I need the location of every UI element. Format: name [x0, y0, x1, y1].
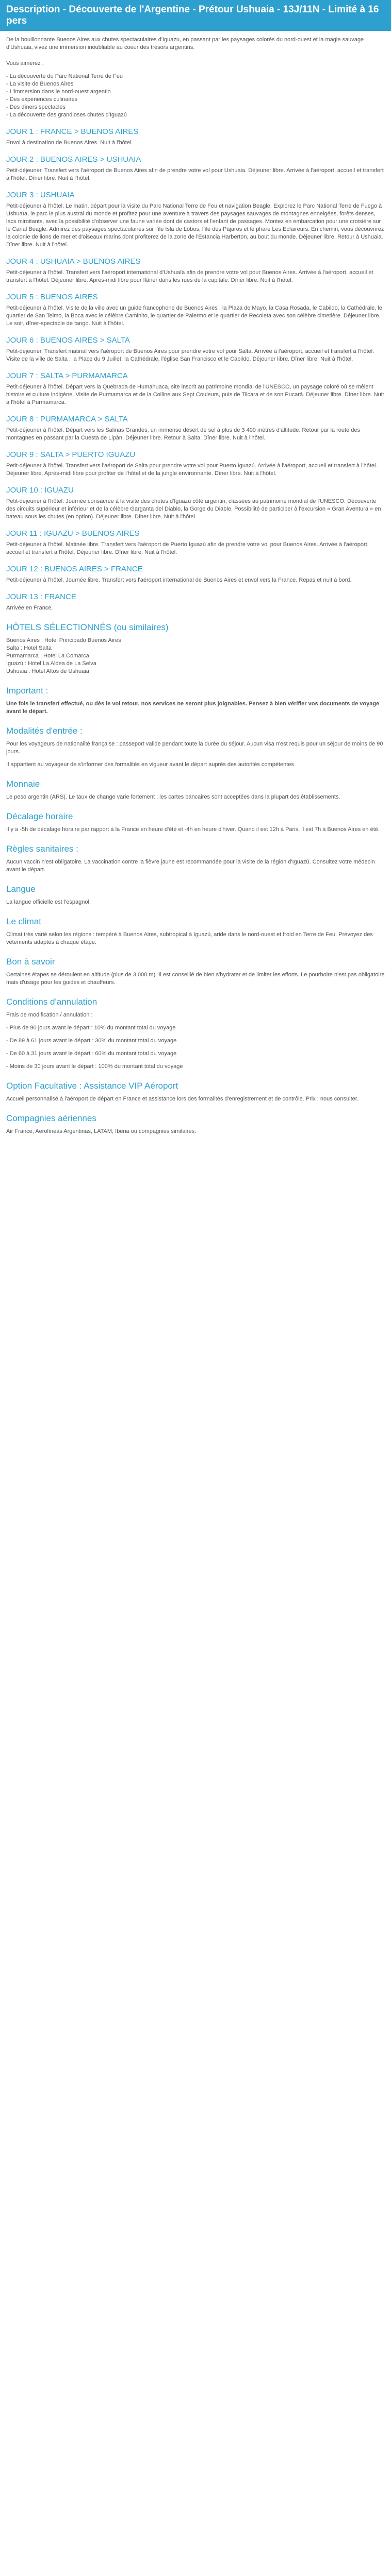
day-title: JOUR 13 : FRANCE	[6, 592, 76, 601]
highlight-item: - La visite de Buenos Aires	[6, 81, 74, 87]
section-text: - De 60 à 31 jours avant le départ : 60% du montant total du voyage	[6, 1050, 177, 1057]
day-title: JOUR 5 : BUENOS AIRES	[6, 293, 98, 301]
day-title: JOUR 8 : PURMAMARCA > SALTA	[6, 415, 128, 423]
section-text: Il appartient au voyageur de s'informer des formalités en vigueur avant le départ auprès des autorités compétentes.	[6, 761, 296, 768]
hotel-item: Salta : Hotel Salta	[6, 645, 52, 651]
highlight-item: - Des expériences culinaires	[6, 96, 78, 103]
hotels-section	[6, 622, 385, 675]
section-title-airlines: Compagnies aériennes	[6, 1113, 96, 1123]
section-text: Certaines étapes se déroulent en altitude (plus de 3 000 m). Il est conseillé de bien s'hydrater et de limiter les efforts. Le pourboire n'est pas obligatoire mais d'usage pour les guides et chauffeurs.	[6, 972, 385, 986]
itinerary	[6, 127, 385, 612]
section-title-health: Règles sanitaires :	[6, 844, 78, 854]
section-title-important: Important :	[6, 686, 48, 696]
section-text: Pour les voyageurs de nationalité française : passeport valide pendant toute la durée du séjour. Aucun visa n'est requis pour un séjour de moins de 90 jours.	[6, 741, 383, 755]
day-title: JOUR 1 : FRANCE > BUENOS AIRES	[6, 127, 139, 136]
section-title-tips: Bon à savoir	[6, 957, 55, 967]
section-text: Air France, Aerolíneas Argentinas, LATAM, Iberia ou compagnies similaires.	[6, 1128, 197, 1134]
section-title-vip-option: Option Facultative : Assistance VIP Aéroport	[6, 1081, 178, 1091]
day-text: Envol à destination de Buenos Aires. Nuit à l'hôtel.	[6, 140, 133, 146]
day-text: Petit-déjeuner à l'hôtel. Visite de la ville avec un guide francophone de Buenos Aires : la Plaza de Mayo, la Casa Rosada, le Cabildo, la Cathédrale, le quartier de San Telmo, la Boca avec le célèbre Caminito, le quartier de Palermo et le quartier de Recoleta avec son célèbre cimetière. Déjeuner libre. Le soir, dîner-spectacle de tango. Nuit à l'hôtel.	[6, 305, 382, 327]
page	[0, 0, 391, 1156]
section-text: - Moins de 30 jours avant le départ : 100% du montant total du voyage	[6, 1063, 183, 1070]
day-text: Petit-déjeuner à l'hôtel. Le matin, départ pour la visite du Parc National Terre de Feu et navigation Beagle. Explorez le Parc National Terre de Fuego à Ushuaïa, le parc le plus austral du monde et profitez pour une aventure à travers des paysages sauvages de montagnes enneigées, forêts denses, lacs miroitants, avec la possibilité d'observer une faune variée dont de castors et l'enfant de passages. Montez en embarcation pour une croisière sur le Canal Beagle. Admirez des paysages spectaculaires sur l'île Isla de Lobos, l'île des Pájaros et le phare Les Eclaireurs. En chemin, vous découvrirez la colonie de lions de mer et d'oiseaux marins dont profiterez de la zone de l'Estancia Harberton, au bout du monde. Déjeuner libre. Retour à Ushuaia. Dîner libre. Nuit à l'hôtel.	[6, 203, 384, 248]
day-text: Petit-déjeuner à l'hôtel. Départ vers les Salinas Grandes, un immense désert de sel à plus de 3 400 mètres d'altitude. Retour par la route des montagnes en passant par la Cuesta de Lipán. Déjeuner libre. Retour à Salta. Dîner libre. Nuit à l'hôtel.	[6, 427, 360, 441]
day-title: JOUR 3 : USHUAIA	[6, 191, 75, 199]
section-title-climate: Le climat	[6, 917, 42, 926]
hotel-item: Ushuaia : Hotel Altos de Ushuaia	[6, 668, 89, 674]
section-text: La langue officielle est l'espagnol.	[6, 899, 91, 905]
hotel-item: Buenos Aires : Hotel Principado Buenos Aires	[6, 637, 121, 643]
highlights-list	[6, 73, 385, 119]
hotel-item: Iguazú : Hotel La Aldea de La Selva	[6, 660, 96, 667]
day-text: Arrivée en France.	[6, 605, 53, 611]
day-title: JOUR 7 : SALTA > PURMAMARCA	[6, 371, 128, 380]
section-text: Une fois le transfert effectué, ou dès le vol retour, nos services ne seront plus joignables. Pensez à bien vérifier vos documents de voyage avant le départ.	[6, 701, 380, 715]
section-text: - De 89 à 61 jours avant le départ : 30% du montant total du voyage	[6, 1038, 177, 1044]
day-text: Petit-déjeuner à l'hôtel. Transfert vers l'aéroport de Salta pour prendre votre vol pour Puerto Iguazú. Arrivée à l'aéroport, accueil et transfert à l'hôtel. Déjeuner libre. Après-midi libre pour profiter de l'hôtel et de la jungle environnante. Dîner libre. Nuit à l'hôtel.	[6, 463, 378, 477]
hotel-item: Purmamarca : Hotel La Comarca	[6, 653, 89, 659]
intro-paragraph: De la bouillonnante Buenos Aires aux chutes spectaculaires d'Iguazu, en passant par les paysages colorés du nord-ouest et la magie sauvage d'Ushuaia, vivez une immersion inoubliable au coeur des trésors argentins.	[6, 37, 364, 50]
page-title-banner: Description - Découverte de l'Argentine - Prétour Ushuaia - 13J/11N - Limité à 16 pers	[0, 0, 391, 31]
day-title: JOUR 10 : IGUAZU	[6, 486, 74, 495]
section-title-language: Langue	[6, 884, 36, 894]
highlight-item: - L'immersion dans le nord-ouest argentin	[6, 89, 111, 95]
day-text: Petit-déjeuner à l'hôtel. Départ vers la Quebrada de Humahuaca, site inscrit au patrimoine mondial de l'UNESCO, un paysage coloré où se mêlent histoire et culture indigène. Visite de Purmamarca et de la Colline aux Sept Couleurs, puis de Tilcara et de son Pucará. Déjeuner libre. Dîner libre. Nuit à l'hôtel à Purmamarca.	[6, 384, 384, 405]
section-text: Accueil personnalisé à l'aéroport de départ en France et assistance lors des formalités d'enregistrement et de contrôle. Prix : nous consulter.	[6, 1096, 359, 1102]
day-text: Petit-déjeuner. Transfert matinal vers l'aéroport de Buenos Aires pour prendre votre vol pour Salta. Arrivée à l'aéroport, accueil et transfert à l'hôtel. Visite de la ville de Salta : la Place du 9 Juillet, la Cathédrale, l'église San Francisco et le Cabildo. Déjeuner libre. Dîner libre. Nuit à l'hôtel.	[6, 348, 374, 362]
info-sections	[6, 686, 385, 1136]
content	[0, 31, 391, 1156]
day-text: Petit-déjeuner. Transfert vers l'aéroport de Buenos Aires afin de prendre votre vol pour Ushuaia. Déjeuner libre. Arrivée à l'aéroport, accueil et transfert à l'hôtel. Dîner libre. Nuit à l'hôtel.	[6, 167, 384, 181]
day-text: Petit-déjeuner à l'hôtel. Transfert vers l'aéroport international d'Ushuaïa afin de prendre votre vol pour Buenos Aires. Arrivée à l'aéroport, accueil et transfert à l'hôtel. Déjeuner libre. Après-midi libre pour flâner dans les rues de la capitale. Dîner libre. Nuit à l'hôtel.	[6, 269, 373, 283]
highlight-item: - La découverte du Parc National Terre de Feu	[6, 73, 123, 79]
day-title: JOUR 11 : IGUAZU > BUENOS AIRES	[6, 529, 140, 538]
highlights-label: Vous aimerez :	[6, 60, 44, 66]
day-title: JOUR 9 : SALTA > PUERTO IGUAZU	[6, 450, 136, 459]
section-text: Il y a -5h de décalage horaire par rapport à la France en heure d'été et -4h en heure d'hiver. Quand il est 12h à Paris, il est 7h à Buenos Aires en été.	[6, 826, 380, 833]
section-text: Climat très varié selon les régions : tempéré à Buenos Aires, subtropical à Iguazú, aride dans le nord-ouest et froid en Terre de Feu. Prévoyez des vêtements adaptés à chaque étape.	[6, 931, 373, 945]
day-text: Petit-déjeuner à l'hôtel. Journée libre. Transfert vers l'aéroport international de Buenos Aires et envol vers la France. Repas et nuit à bord.	[6, 577, 352, 583]
section-title-entry: Modalités d'entrée :	[6, 726, 83, 736]
section-text: Frais de modification / annulation :	[6, 1012, 93, 1018]
section-title-currency: Monnaie	[6, 779, 40, 789]
highlight-item: - La découverte des grandioses chutes d'Iguazú	[6, 112, 127, 118]
day-title: JOUR 2 : BUENOS AIRES > USHUAIA	[6, 155, 141, 164]
section-title-cancellation: Conditions d'annulation	[6, 997, 97, 1007]
section-title-timezone: Décalage horaire	[6, 811, 73, 821]
section-text: - Plus de 90 jours avant le départ : 10% du montant total du voyage	[6, 1025, 176, 1031]
day-title: JOUR 4 : USHUAIA > BUENOS AIRES	[6, 257, 141, 266]
hotels-list	[6, 637, 385, 675]
section-text: Aucun vaccin n'est obligatoire. La vaccination contre la fièvre jaune est recommandée pour la visite de la région d'Iguazú. Consultez votre médecin avant le départ.	[6, 859, 375, 873]
highlight-item: - Des dîners spectacles	[6, 104, 66, 110]
day-title: JOUR 6 : BUENOS AIRES > SALTA	[6, 336, 130, 345]
section-text: Le peso argentin (ARS). Le taux de change varie fortement ; les cartes bancaires sont acceptées dans la plupart des établissements.	[6, 794, 340, 800]
day-text: Petit-déjeuner à l'hôtel. Journée consacrée à la visite des chutes d'Iguazú côté argentin, classées au patrimoine mondial de l'UNESCO. Découverte des circuits supérieur et inférieur et de la célèbre Garganta del Diablo, la Gorge du Diable. Possibilité de participer à l'excursion « Gran Aventura » en bateau sous les chutes (en option). Déjeuner libre. Dîner libre. Nuit à l'hôtel.	[6, 498, 381, 520]
day-title: JOUR 12 : BUENOS AIRES > FRANCE	[6, 565, 143, 573]
hotels-title: HÔTELS SÉLECTIONNÉS (ou similaires)	[6, 622, 169, 632]
day-text: Petit-déjeuner à l'hôtel. Matinée libre. Transfert vers l'aéroport de Puerto Iguazú afin de prendre votre vol pour Buenos Aires. Arrivée à l'aéroport, accueil et transfert à l'hôtel. Déjeuner libre. Dîner libre. Nuit à l'hôtel.	[6, 541, 369, 555]
